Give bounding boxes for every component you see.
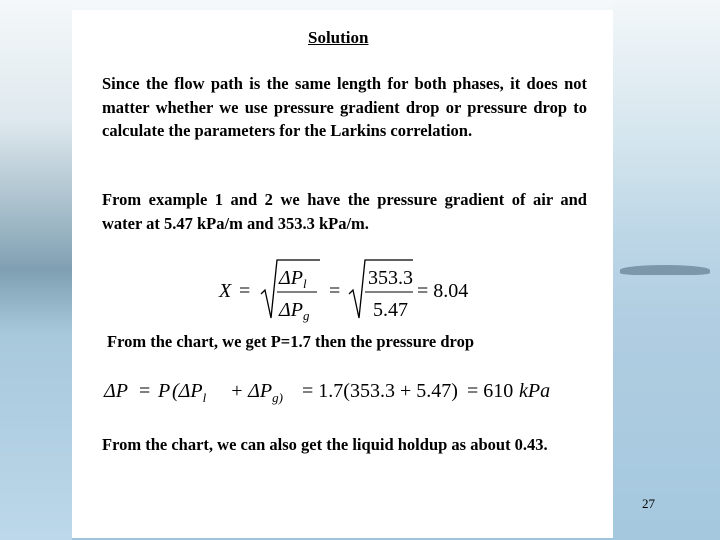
page-number: 27	[642, 496, 655, 511]
paragraph-pressure-gradient: From example 1 and 2 we have the pressure gradient of air and water at 5.47 kPa/m and 353.3 kPa/m.	[102, 190, 587, 233]
eq1-denominator: 5.47	[373, 299, 408, 321]
equation-x-parameter	[217, 256, 477, 326]
eq2-p: P	[158, 380, 171, 402]
equation-pressure-drop	[102, 372, 572, 412]
eq2-result: = 610	[467, 380, 514, 402]
eq2-term-g: + $\Delta P_{g)}$	[230, 380, 283, 405]
paragraph-flow-path: Since the flow path is the same length for both phases, it does not matter whether we use pressure gradient drop or pressure drop to calculate the parameters for the Larkins correlation.	[102, 74, 587, 140]
eq2-equals: =	[139, 380, 151, 402]
background-island	[620, 265, 710, 275]
eq2-unit: kPa	[519, 380, 551, 402]
eq1-result: = 8.04	[417, 280, 469, 302]
eq2-lhs: ΔP	[104, 380, 128, 402]
eq1-equals-2: =	[329, 280, 341, 302]
slide-content-panel	[72, 10, 655, 538]
eq1-numerator: 353.3	[368, 267, 413, 289]
eq2-term-l: ($\Delta P_l$	[172, 380, 207, 405]
eq1-equals: =	[239, 280, 251, 302]
paragraph-chart-p: From the chart, we get P=1.7 then the pressure drop	[107, 332, 475, 351]
paragraph-liquid-holdup: From the chart, we can also get the liquid holdup as about 0.43.	[102, 435, 548, 454]
slide-title: Solution	[308, 28, 369, 47]
background-left-scenery	[0, 0, 72, 540]
eq1-num-delta: $\Delta P_l$	[279, 267, 307, 291]
eq2-substitution: = 1.7(353.3 + 5.47)	[302, 380, 458, 402]
eq1-den-delta: $\Delta P_g$	[279, 299, 310, 323]
eq1-lhs: X	[219, 280, 232, 302]
